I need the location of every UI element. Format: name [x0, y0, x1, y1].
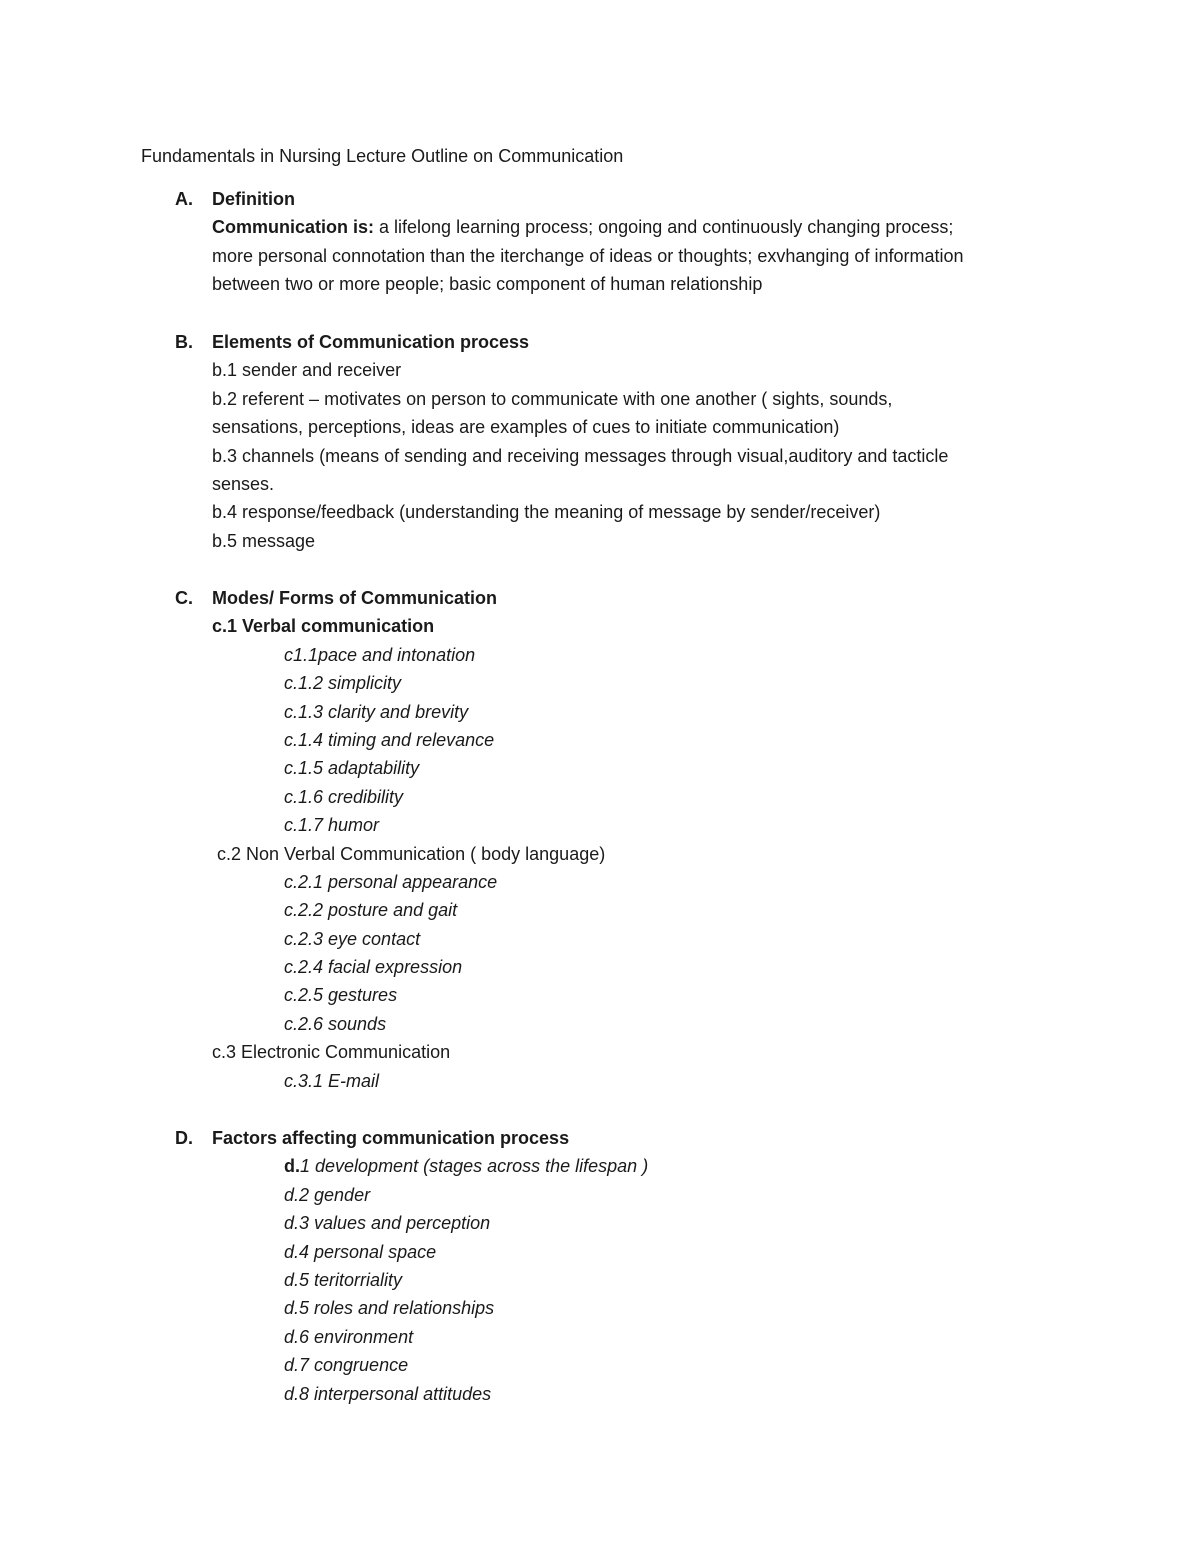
list-item: d.4 personal space [284, 1241, 437, 1262]
document-title: Fundamentals in Nursing Lecture Outline on Communication [141, 146, 624, 166]
list-item: c.1.3 clarity and brevity [284, 701, 469, 722]
section-d-body [212, 1124, 1072, 1408]
section-a-letter: A. [175, 189, 193, 209]
list-item: c.2.4 facial expression [284, 957, 463, 978]
list-item: d.2 gender [284, 1184, 371, 1205]
section-d-letter: D. [175, 1128, 193, 1148]
list-item: c.1.4 timing and relevance [284, 729, 495, 750]
list-item: senses. [212, 473, 275, 494]
list-item: b.5 message [212, 530, 316, 551]
list-item: d.7 congruence [284, 1355, 409, 1376]
definition-line-2: more personal connotation than the iterchange of ideas or thoughts; exvhanging of information [212, 245, 964, 266]
list-item: c.3.1 E-mail [284, 1070, 380, 1091]
section-a-body [212, 185, 1072, 299]
list-item: sensations, perceptions, ideas are examples of cues to initiate communication) [212, 417, 840, 438]
section-d-heading: Factors affecting communication process [212, 1128, 570, 1148]
list-item-text: 1 development (stages across the lifespan ) [300, 1156, 649, 1177]
list-item: c.2.1 personal appearance [284, 871, 498, 892]
definition-line-3: between two or more people; basic component of human relationship [212, 274, 763, 295]
list-item: b.3 channels (means of sending and receiving messages through visual,auditory and tacticle [212, 445, 949, 466]
list-item-prefix: d. [284, 1156, 300, 1177]
nonverbal-communication-heading: c.2 Non Verbal Communication ( body language) [217, 843, 606, 864]
electronic-communication-heading: c.3 Electronic Communication [212, 1042, 451, 1063]
section-c-body [212, 584, 1072, 1095]
list-item: b.4 response/feedback (understanding the meaning of message by sender/receiver) [212, 502, 881, 523]
list-item: c.1.5 adaptability [284, 758, 420, 779]
section-b-letter: B. [175, 332, 193, 352]
definition-text-1: a lifelong learning process; ongoing and continuously changing process; [374, 217, 954, 238]
list-item: c.1.2 simplicity [284, 673, 402, 694]
list-item: c.1.6 credibility [284, 786, 404, 807]
list-item: c1.1pace and intonation [284, 644, 476, 665]
list-item: c.2.3 eye contact [284, 928, 421, 949]
list-item [212, 1152, 1072, 1180]
list-item: d.5 roles and relationships [284, 1298, 495, 1319]
definition-label: Communication is: [212, 217, 375, 238]
section-c-letter: C. [175, 588, 193, 608]
list-item: c.2.6 sounds [284, 1013, 387, 1034]
list-item: d.6 environment [284, 1326, 414, 1347]
section-c-heading: Modes/ Forms of Communication [212, 588, 498, 608]
list-item: d.8 interpersonal attitudes [284, 1383, 492, 1404]
definition-line-1 [212, 213, 1072, 241]
section-b-heading: Elements of Communication process [212, 332, 530, 352]
section-a-heading: Definition [212, 189, 295, 209]
list-item: c.2.5 gestures [284, 985, 398, 1006]
list-item: b.2 referent – motivates on person to communicate with one another ( sights, sounds, [212, 388, 893, 409]
list-item: d.5 teritorriality [284, 1269, 403, 1290]
list-item: b.1 sender and receiver [212, 360, 402, 381]
list-item: c.1.7 humor [284, 815, 380, 836]
list-item: d.3 values and perception [284, 1213, 491, 1234]
list-item: c.2.2 posture and gait [284, 900, 458, 921]
section-b-body [212, 328, 1072, 555]
verbal-communication-heading: c.1 Verbal communication [212, 616, 435, 637]
